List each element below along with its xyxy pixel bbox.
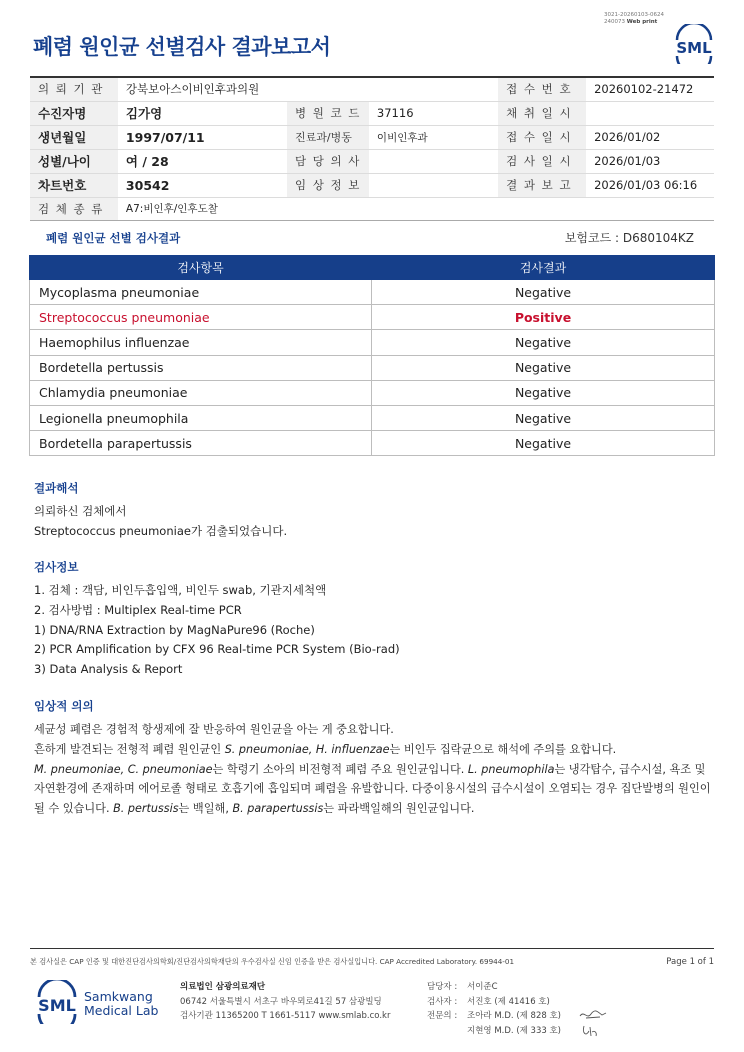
test-item: Mycoplasma pneumoniae (30, 280, 372, 305)
result-row (30, 305, 715, 330)
interpretation-line: 의뢰하신 검체에서 (34, 504, 127, 518)
staff-row (427, 980, 561, 995)
org-contact: 검사기관 11365200 T 1661-5117 www.smlab.co.kr (180, 1011, 391, 1021)
info-value: 김가영 (118, 101, 287, 125)
staff-role (427, 1024, 467, 1039)
staff-info (427, 980, 561, 1038)
test-result: Negative (372, 280, 715, 305)
info-value: 37116 (369, 101, 498, 125)
info-value: A7:비인후/인후도찰 (118, 197, 714, 220)
info-value (369, 173, 498, 197)
test-item: Streptococcus pneumoniae (30, 305, 372, 330)
test-info-title: 검사정보 (34, 560, 79, 574)
insurance-code: 보험코드 : D680104KZ (564, 231, 694, 245)
info-value (586, 101, 714, 125)
clinical-line (34, 779, 724, 799)
info-label: 임 상 정 보 (287, 173, 369, 197)
staff-name: 서이준C (467, 982, 498, 992)
info-row (30, 101, 714, 125)
page-title: 폐렴 원인균 선별검사 결과보고서 (33, 35, 331, 59)
staff-role: 검사자 : (427, 996, 458, 1007)
clinical-text: B. parapertussis (232, 802, 324, 816)
result-row (30, 280, 715, 305)
info-label: 검 사 일 시 (498, 149, 586, 173)
test-result: Negative (372, 431, 715, 456)
sml-logo (672, 24, 716, 64)
info-value: 30542 (118, 173, 287, 197)
info-label: 접 수 일 시 (498, 125, 586, 149)
clinical-line (34, 720, 724, 740)
info-value: 강북보아스이비인후과의원 (118, 77, 498, 101)
test-item: Bordetella parapertussis (30, 431, 372, 456)
org-info (180, 980, 390, 1024)
result-row (30, 405, 715, 430)
test-info-section (34, 559, 724, 680)
staff-row (427, 995, 561, 1010)
staff-name: 서진호 (제 41416 호) (467, 996, 550, 1007)
test-item: Bordetella pertussis (30, 355, 372, 380)
clinical-line (34, 799, 724, 819)
staff-role: 전문의 : (427, 1011, 458, 1021)
clinical-text: 는 냉각탑수, 급수시설, 욕조 및 (554, 762, 706, 776)
clinical-text: 는 파라백일해의 원인균입니다. (323, 802, 475, 816)
clinical-section (34, 698, 724, 819)
page-number: Page 1 of 1 (666, 957, 714, 967)
info-row (30, 197, 714, 220)
test-info-line: 1) DNA/RNA Extraction by MagNaPure96 (Roche) (34, 622, 315, 637)
staff-name: 조아라 M.D. (제 828 호) (467, 1011, 562, 1021)
info-label: 의 뢰 기 관 (30, 77, 118, 101)
test-result: Positive (372, 305, 715, 330)
info-label: 수진자명 (30, 101, 118, 125)
brand-name: Samkwang Medical Lab (84, 989, 159, 1018)
org-name: 의료법인 삼광의료재단 (180, 982, 266, 992)
clinical-text: 자연환경에 존재하며 에어로졸 형태로 호흡기에 흡입되며 폐렴을 유발합니다. 다중이용시설의 급수시설이 오염되는 경우 집단발병의 원인이 (34, 782, 711, 796)
patient-info-table (30, 76, 714, 221)
clinical-text: L. pneumophila (467, 762, 555, 776)
info-row (30, 149, 714, 173)
info-value: 20260102-21472 (586, 77, 714, 101)
info-label: 담 당 의 사 (287, 149, 369, 173)
info-row (30, 125, 714, 149)
footer-divider (30, 948, 714, 949)
test-result: Negative (372, 380, 715, 405)
svg-text:SML: SML (676, 39, 712, 57)
result-table (29, 255, 715, 456)
info-value: 2026/01/02 (586, 125, 714, 149)
test-info-line: 3) Data Analysis & Report (34, 662, 183, 677)
interpretation-section (34, 480, 724, 542)
info-value (369, 149, 498, 173)
clinical-line (34, 760, 724, 780)
interpretation-title: 결과해석 (34, 481, 79, 495)
info-label: 생년월일 (30, 125, 118, 149)
clinical-text: 세균성 폐렴은 경험적 항생제에 잘 반응하여 원인균을 아는 게 중요합니다. (34, 723, 394, 736)
staff-row (427, 1024, 561, 1039)
test-result: Negative (372, 355, 715, 380)
clinical-title: 임상적 의의 (34, 699, 94, 713)
test-info-line: 2. 검사방법 : Multiplex Real-time PCR (34, 602, 242, 617)
svg-text:SML: SML (38, 996, 76, 1015)
info-value: 여 / 28 (118, 149, 287, 173)
clinical-text: 될 수 있습니다. (34, 802, 114, 816)
print-code: 3021-20260103-0624 240073 Web print (604, 12, 664, 25)
info-row (30, 77, 714, 101)
staff-row (427, 1009, 561, 1024)
info-label: 진료과/병동 (287, 125, 369, 149)
info-row (30, 173, 714, 197)
test-result: Negative (372, 405, 715, 430)
clinical-text: 는 백일해, (178, 802, 233, 816)
staff-name: 지현영 M.D. (제 333 호) (467, 1025, 562, 1036)
info-label: 성별/나이 (30, 149, 118, 173)
org-address: 06742 서울특별시 서초구 바우뫼로41길 57 삼광빌딩 (180, 996, 382, 1007)
test-item: Legionella pneumophila (30, 405, 372, 430)
clinical-text: M. pneumoniae, C. pneumoniae (34, 762, 213, 776)
clinical-text: 는 학령기 소아의 비전형적 폐렴 주요 원인균입니다. (212, 762, 468, 776)
info-label: 접 수 번 호 (498, 77, 586, 101)
info-value: 1997/07/11 (118, 125, 287, 149)
result-row (30, 380, 715, 405)
info-label: 차트번호 (30, 173, 118, 197)
test-info-line: 2) PCR Amplification by CFX 96 Real-time PCR System (Bio-rad) (34, 642, 400, 657)
test-result: Negative (372, 330, 715, 355)
info-label: 병 원 코 드 (287, 101, 369, 125)
info-label: 채 취 일 시 (498, 101, 586, 125)
test-item: Haemophilus influenzae (30, 330, 372, 355)
result-row (30, 330, 715, 355)
result-section-title: 폐렴 원인균 선별 검사결과 (46, 231, 181, 245)
info-value: 이비인후과 (369, 125, 498, 149)
info-value: 2026/01/03 (586, 149, 714, 173)
result-row (30, 355, 715, 380)
test-item: Chlamydia pneumoniae (30, 380, 372, 405)
signature (578, 1008, 608, 1022)
test-info-line: 1. 검체 : 객담, 비인두흡입액, 비인두 swab, 기관지세척액 (34, 583, 327, 597)
info-label: 검 체 종 류 (30, 197, 118, 220)
result-row (30, 431, 715, 456)
clinical-text: 는 비인두 집락균으로 해석에 주의를 요합니다. (389, 742, 617, 756)
clinical-text: B. pertussis (113, 802, 179, 816)
header-test-item: 검사항목 (30, 256, 372, 280)
staff-role: 담당자 : (427, 982, 458, 992)
clinical-line (34, 740, 724, 760)
clinical-text: 흔하게 발견되는 전형적 폐렴 원인균인 (34, 742, 225, 756)
signature (580, 1023, 600, 1039)
info-value: 2026/01/03 06:16 (586, 173, 714, 197)
info-label: 결 과 보 고 (498, 173, 586, 197)
clinical-text: S. pneumoniae, H. influenzae (224, 742, 390, 756)
cap-note: 본 검사실은 CAP 인증 및 대한진단검사의학회/진단검사의학재단의 우수검사실 신임 인증을 받은 검사실입니다. CAP Accredited Laboratory. 69944-01 (30, 957, 515, 966)
sml-footer-logo (34, 980, 80, 1024)
header-test-result: 검사결과 (372, 256, 715, 280)
interpretation-line: Streptococcus pneumoniae가 검출되었습니다. (34, 523, 288, 538)
